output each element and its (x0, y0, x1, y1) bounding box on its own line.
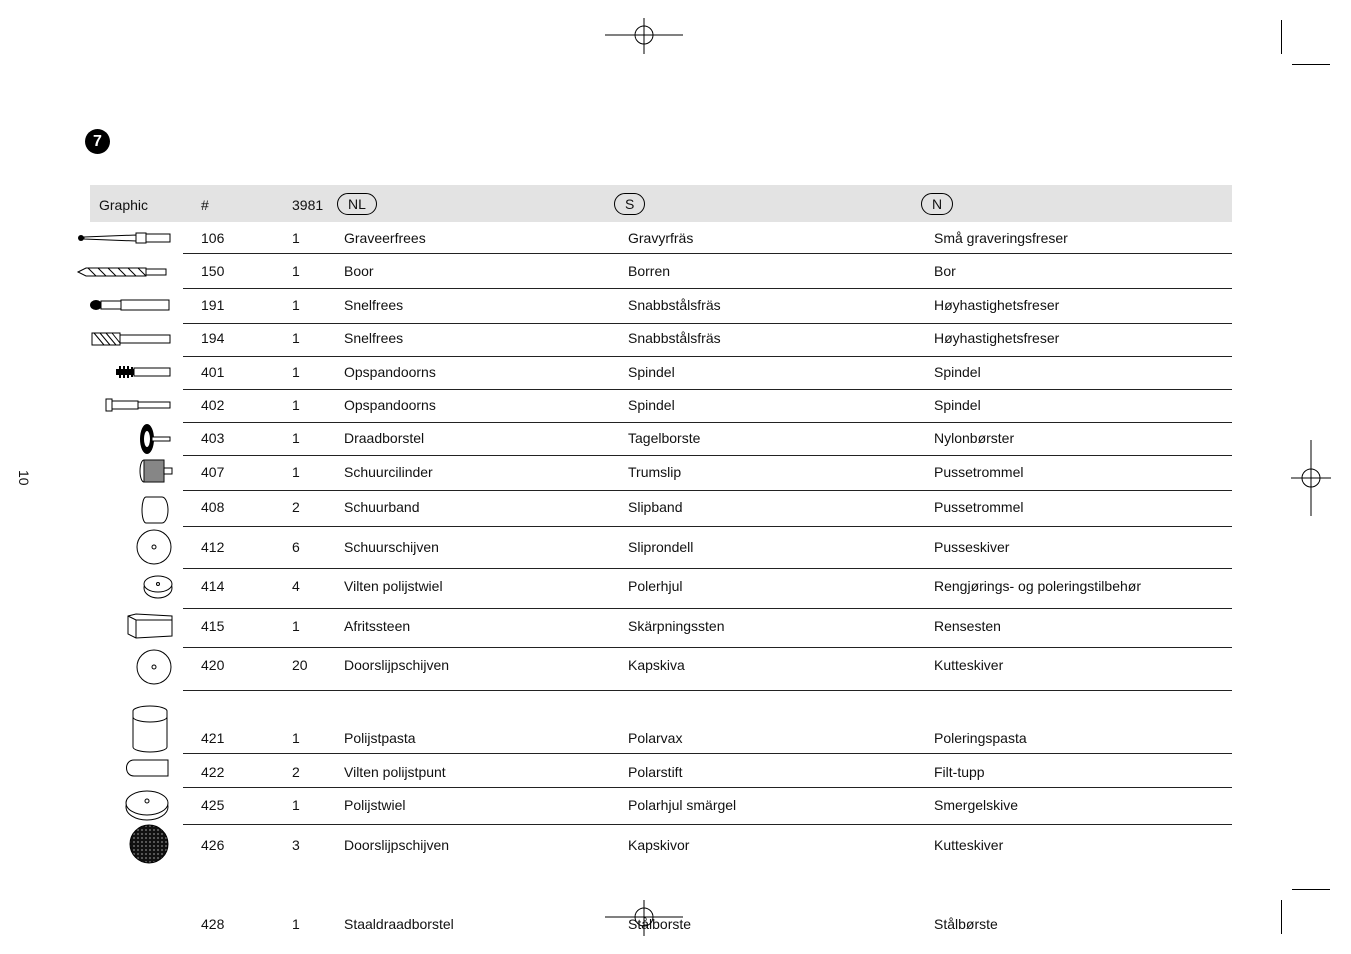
row-number: 428 (201, 916, 225, 932)
row-number: 421 (201, 730, 225, 746)
mandrel-graphic (104, 397, 172, 413)
row-divider (183, 389, 1232, 390)
row-name-s: Trumslip (628, 464, 682, 480)
row-name-n: Nylonbørster (934, 430, 1015, 446)
row-name-nl: Graveerfrees (344, 230, 426, 246)
row-divider (183, 288, 1232, 289)
row-name-nl: Opspandoorns (344, 397, 436, 413)
row-name-nl: Vilten polijstpunt (344, 764, 446, 780)
header-number: # (201, 197, 209, 213)
row-name-nl: Schuurband (344, 499, 420, 515)
felt-polishing-tip-graphic (122, 758, 170, 778)
crop-mark (1292, 64, 1330, 65)
row-number: 150 (201, 263, 225, 279)
row-name-nl: Boor (344, 263, 374, 279)
registration-mark-top (605, 18, 683, 54)
row-name-nl: Snelfrees (344, 330, 404, 346)
crop-mark (1281, 900, 1282, 934)
row-divider (183, 787, 1232, 788)
row-name-n: Høyhastighetsfreser (934, 330, 1060, 346)
row-number: 425 (201, 797, 225, 813)
row-name-nl: Snelfrees (344, 297, 404, 313)
row-name-nl: Afritssteen (344, 618, 411, 634)
row-number: 415 (201, 618, 225, 634)
row-number: 106 (201, 230, 225, 246)
row-divider (183, 490, 1232, 491)
polishing-compound-graphic (130, 704, 170, 754)
drill-bit-graphic (76, 264, 168, 280)
row-name-nl: Vilten polijstwiel (344, 578, 443, 594)
row-number: 407 (201, 464, 225, 480)
high-speed-cutter-2-graphic (90, 331, 172, 347)
row-quantity: 1 (292, 297, 300, 313)
row-number: 408 (201, 499, 225, 515)
row-number: 191 (201, 297, 225, 313)
row-divider (183, 568, 1232, 569)
row-name-nl: Polijstwiel (344, 797, 406, 813)
page-number: 10 (16, 470, 32, 486)
emery-polishing-wheel-graphic (124, 788, 170, 822)
row-name-n: Pussetrommel (934, 464, 1024, 480)
cut-off-wheel-reinforced-graphic (128, 824, 170, 864)
registration-mark-bottom (605, 900, 683, 936)
row-quantity: 1 (292, 230, 300, 246)
row-quantity: 1 (292, 916, 300, 932)
row-name-n: Høyhastighetsfreser (934, 297, 1060, 313)
row-number: 414 (201, 578, 225, 594)
row-quantity: 1 (292, 263, 300, 279)
row-number: 402 (201, 397, 225, 413)
row-name-s: Gravyrfräs (628, 230, 694, 246)
row-name-s: Skärpningssten (628, 618, 725, 634)
row-name-s: Spindel (628, 364, 675, 380)
row-number: 194 (201, 330, 225, 346)
row-name-nl: Polijstpasta (344, 730, 416, 746)
row-name-s: Sliprondell (628, 539, 694, 555)
row-name-n: Poleringspasta (934, 730, 1027, 746)
row-name-n: Kutteskiver (934, 657, 1004, 673)
row-number: 412 (201, 539, 225, 555)
row-quantity: 4 (292, 578, 300, 594)
header-graphic: Graphic (99, 197, 149, 213)
row-name-n: Stålbørste (934, 916, 998, 932)
sanding-disc-graphic (135, 528, 173, 566)
row-divider (183, 753, 1232, 754)
sanding-band-graphic (140, 494, 170, 526)
row-divider (183, 422, 1232, 423)
row-number: 420 (201, 657, 225, 673)
row-quantity: 1 (292, 464, 300, 480)
row-quantity: 1 (292, 730, 300, 746)
header-quantity: 3981 (292, 197, 324, 213)
row-divider (183, 608, 1232, 609)
row-name-s: Kapskivor (628, 837, 690, 853)
row-number: 401 (201, 364, 225, 380)
wire-brush-graphic (138, 422, 172, 456)
row-name-s: Polarvax (628, 730, 683, 746)
row-name-s: Borren (628, 263, 671, 279)
row-name-n: Rengjørings- og poleringstilbehør (934, 578, 1141, 594)
header-lang-s: S (614, 193, 645, 215)
row-name-s: Polarstift (628, 764, 683, 780)
row-quantity: 6 (292, 539, 300, 555)
row-divider (183, 526, 1232, 527)
row-number: 426 (201, 837, 225, 853)
row-name-s: Spindel (628, 397, 675, 413)
row-name-s: Polarhjul smärgel (628, 797, 737, 813)
row-divider (183, 455, 1232, 456)
row-name-nl: Opspandoorns (344, 364, 436, 380)
row-name-nl: Schuurcilinder (344, 464, 433, 480)
row-name-n: Spindel (934, 364, 981, 380)
row-name-s: Stålborste (628, 916, 692, 932)
row-quantity: 2 (292, 499, 300, 515)
section-marker: 7 (85, 129, 110, 154)
row-quantity: 1 (292, 330, 300, 346)
row-name-n: Små graveringsfreser (934, 230, 1068, 246)
crop-mark (1292, 889, 1330, 890)
row-quantity: 2 (292, 764, 300, 780)
row-number: 403 (201, 430, 225, 446)
table-header (90, 185, 1232, 222)
row-name-s: Polerhjul (628, 578, 683, 594)
header-lang-nl: NL (337, 193, 377, 215)
row-divider (183, 647, 1232, 648)
row-divider (183, 253, 1232, 254)
row-quantity: 1 (292, 430, 300, 446)
crop-mark (1281, 20, 1282, 54)
row-quantity: 3 (292, 837, 300, 853)
row-name-n: Filt-tupp (934, 764, 985, 780)
row-name-n: Kutteskiver (934, 837, 1004, 853)
row-name-nl: Schuurschijven (344, 539, 439, 555)
row-divider (183, 323, 1232, 324)
high-speed-cutter-graphic (88, 297, 172, 313)
row-name-nl: Doorslijpschijven (344, 657, 450, 673)
row-quantity: 1 (292, 618, 300, 634)
row-name-n: Spindel (934, 397, 981, 413)
row-name-nl: Draadborstel (344, 430, 425, 446)
row-name-nl: Doorslijpschijven (344, 837, 450, 853)
row-name-n: Smergelskive (934, 797, 1019, 813)
header-lang-n: N (921, 193, 953, 215)
felt-polishing-wheel-graphic (142, 574, 174, 600)
cut-off-wheel-graphic (135, 648, 173, 686)
row-divider (183, 824, 1232, 825)
row-name-s: Snabbstålsfräs (628, 297, 721, 313)
row-name-s: Kapskiva (628, 657, 685, 673)
row-name-n: Bor (934, 263, 956, 279)
row-divider (183, 690, 1232, 691)
row-name-n: Rensesten (934, 618, 1001, 634)
sanding-drum-graphic (138, 458, 174, 486)
row-name-s: Tagelborste (628, 430, 701, 446)
row-name-n: Pussetrommel (934, 499, 1024, 515)
row-quantity: 20 (292, 657, 308, 673)
row-name-s: Snabbstålsfräs (628, 330, 721, 346)
engraving-cutter-graphic (76, 230, 172, 246)
row-name-s: Slipband (628, 499, 683, 515)
row-quantity: 1 (292, 397, 300, 413)
mandrel-screw-graphic (114, 364, 172, 380)
registration-mark-right (1291, 440, 1331, 516)
row-quantity: 1 (292, 364, 300, 380)
row-divider (183, 356, 1232, 357)
row-name-n: Pusseskiver (934, 539, 1010, 555)
row-quantity: 1 (292, 797, 300, 813)
row-name-nl: Staaldraadborstel (344, 916, 454, 932)
sharpening-stone-graphic (126, 612, 174, 640)
row-number: 422 (201, 764, 225, 780)
